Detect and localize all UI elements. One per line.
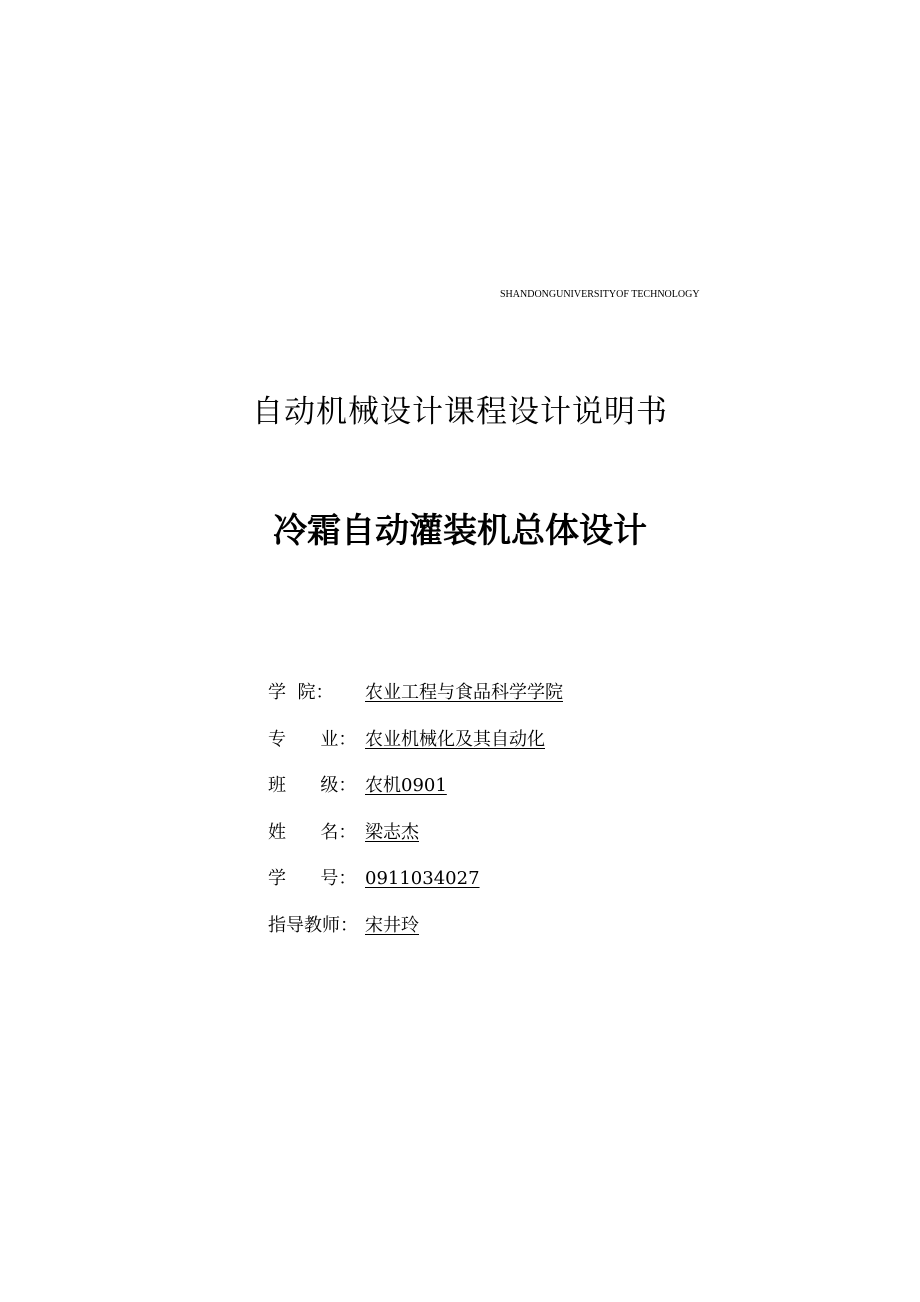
cover-info-block <box>268 680 563 959</box>
class-label: 班 级： <box>268 775 357 796</box>
name-value: 梁志杰 <box>365 821 419 843</box>
student-id-value: 0911034027 <box>365 868 480 889</box>
student-id-label: 学 号： <box>268 868 357 889</box>
advisor-value: 宋井玲 <box>365 914 419 936</box>
name-label: 姓 名： <box>268 821 357 843</box>
info-row-advisor <box>268 913 563 960</box>
info-row-college <box>268 680 563 727</box>
college-value: 农业工程与食品科学学院 <box>365 682 563 703</box>
advisor-label: 指导教师： <box>268 914 358 936</box>
document-type-heading: 自动机械设计课程设计说明书 <box>252 394 668 430</box>
major-label: 专 业： <box>268 728 357 750</box>
major-value: 农业机械化及其自动化 <box>365 728 545 750</box>
university-english-name: SHANDONGUNIVERSITYOF TECHNOLOGY <box>500 289 700 300</box>
college-label: 学 院： <box>268 682 334 703</box>
info-row-major <box>268 727 563 774</box>
class-value: 农机0901 <box>365 775 447 796</box>
info-row-student-id <box>268 866 563 913</box>
info-row-class <box>268 773 563 820</box>
info-row-name <box>268 820 563 867</box>
document-title: 冷霜自动灌装机总体设计 <box>273 511 647 551</box>
